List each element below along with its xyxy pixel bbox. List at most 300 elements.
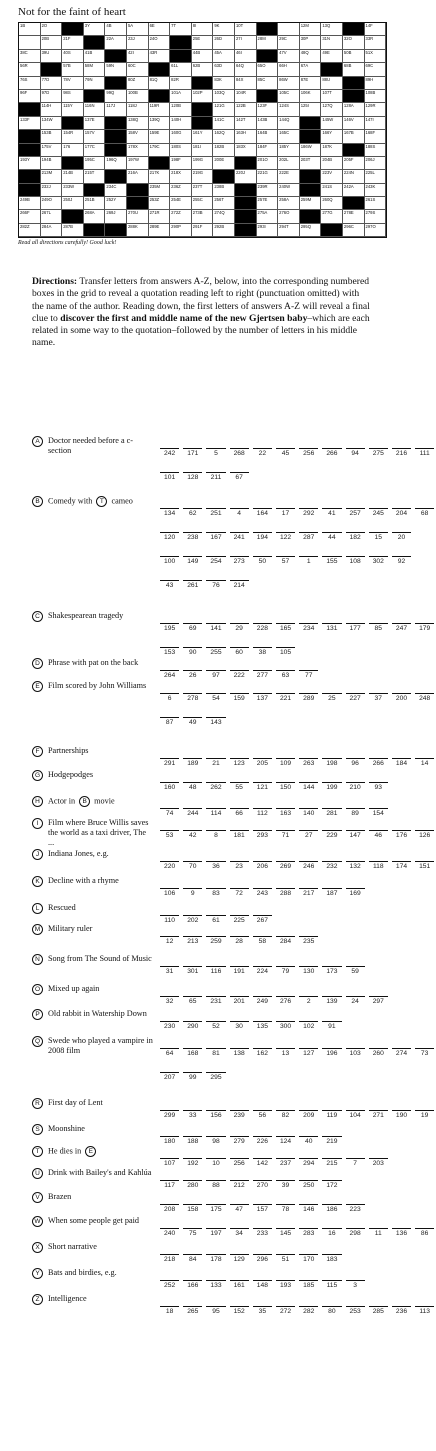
answer-blank[interactable]: 94 xyxy=(344,448,367,457)
grid-cell[interactable]: 26D xyxy=(213,36,235,49)
answer-blank[interactable]: 176 xyxy=(390,830,413,839)
answer-blank[interactable]: 211 xyxy=(204,472,227,481)
answer-blank[interactable]: 179 xyxy=(413,623,436,632)
answer-blank[interactable]: 240 xyxy=(158,1228,181,1237)
answer-blank[interactable]: 221 xyxy=(274,693,297,702)
answer-blank[interactable]: 97 xyxy=(204,670,227,679)
answer-blank[interactable]: 129 xyxy=(228,1254,251,1263)
grid-cell[interactable]: 62B xyxy=(192,63,214,76)
answer-blank[interactable]: 256 xyxy=(297,448,320,457)
answer-blank[interactable]: 106 xyxy=(158,888,181,897)
answer-blank[interactable]: 61 xyxy=(204,915,227,924)
grid-cell[interactable]: 242A xyxy=(343,184,365,197)
grid-cell[interactable]: 100B xyxy=(127,90,149,103)
answer-blank[interactable]: 123 xyxy=(228,758,251,767)
answer-blank[interactable]: 241 xyxy=(228,532,251,541)
grid-cell[interactable]: 50B xyxy=(343,50,365,63)
grid-cell[interactable]: 292B xyxy=(213,224,235,237)
answer-blank[interactable]: 42 xyxy=(181,830,204,839)
answer-blank[interactable]: 50 xyxy=(251,556,274,565)
answer-blank[interactable]: 239 xyxy=(228,1110,251,1119)
grid-cell[interactable]: 101A xyxy=(170,90,192,103)
answer-blank[interactable]: 73 xyxy=(413,1048,436,1057)
answer-blank[interactable]: 68 xyxy=(413,508,436,517)
grid-cell[interactable]: 165C xyxy=(278,130,300,143)
grid-cell[interactable]: 237T xyxy=(192,184,214,197)
answer-blank[interactable]: 84 xyxy=(181,1254,204,1263)
answer-blank[interactable]: 32 xyxy=(158,996,181,1005)
answer-blank[interactable]: 282 xyxy=(297,1306,320,1315)
answer-blank[interactable]: 185 xyxy=(297,1280,320,1289)
answer-blank[interactable]: 27 xyxy=(297,830,320,839)
grid-cell[interactable]: 45A xyxy=(213,50,235,63)
answer-blank[interactable]: 136 xyxy=(390,1228,413,1237)
answer-blank[interactable]: 22 xyxy=(251,448,274,457)
answer-blank[interactable]: 138 xyxy=(228,1048,251,1057)
answer-blank[interactable]: 230 xyxy=(158,1021,181,1030)
answer-blank[interactable]: 121 xyxy=(251,782,274,791)
answer-blank[interactable]: 193 xyxy=(274,1280,297,1289)
answer-blank[interactable]: 124 xyxy=(274,1136,297,1145)
answer-blank[interactable]: 245 xyxy=(367,508,390,517)
answer-blank[interactable]: 197 xyxy=(204,1228,227,1237)
answer-blank[interactable]: 158 xyxy=(181,1204,204,1213)
answer-blank[interactable]: 150 xyxy=(274,782,297,791)
answer-blank[interactable]: 246 xyxy=(297,861,320,870)
answer-blank[interactable]: 143 xyxy=(204,717,227,726)
answer-blank[interactable]: 177 xyxy=(344,623,367,632)
answer-blank[interactable]: 233 xyxy=(251,1228,274,1237)
answer-blank[interactable]: 131 xyxy=(320,623,343,632)
answer-blank[interactable]: 164 xyxy=(251,508,274,517)
grid-cell[interactable]: 65O xyxy=(257,63,279,76)
grid-cell[interactable]: 46I xyxy=(235,50,257,63)
grid-cell[interactable]: 153B xyxy=(41,130,63,143)
answer-blank[interactable]: 132 xyxy=(344,861,367,870)
grid-cell[interactable]: 180S xyxy=(170,144,192,157)
grid-cell[interactable]: 66H xyxy=(278,63,300,76)
grid-cell[interactable]: 41B xyxy=(84,50,106,63)
grid-cell[interactable]: 107T xyxy=(321,90,343,103)
answer-blank[interactable]: 28 xyxy=(228,936,251,945)
grid-cell[interactable]: 128A xyxy=(343,103,365,116)
answer-blank[interactable]: 98 xyxy=(204,1136,227,1145)
grid-cell[interactable]: 257E xyxy=(257,197,279,210)
answer-blank[interactable]: 41 xyxy=(320,508,343,517)
answer-blank[interactable]: 203 xyxy=(367,1158,390,1167)
answer-blank[interactable]: 175 xyxy=(204,1204,227,1213)
answer-blank[interactable]: 162 xyxy=(251,1048,274,1057)
grid-cell[interactable]: 27I xyxy=(235,36,257,49)
answer-blank[interactable]: 210 xyxy=(344,782,367,791)
grid-cell[interactable]: 163H xyxy=(235,130,257,143)
answer-blank[interactable]: 226 xyxy=(251,1136,274,1145)
grid-cell[interactable]: 250J xyxy=(62,197,84,210)
answer-blank[interactable]: 107 xyxy=(158,1158,181,1167)
answer-blank[interactable]: 34 xyxy=(228,1228,251,1237)
grid-cell[interactable]: 33R xyxy=(365,36,387,49)
grid-cell[interactable]: 234C xyxy=(105,184,127,197)
grid-cell[interactable]: 144Q xyxy=(278,117,300,130)
answer-blank[interactable]: 5 xyxy=(204,448,227,457)
answer-blank[interactable]: 38 xyxy=(251,647,274,656)
grid-cell[interactable]: 1B xyxy=(19,23,41,36)
grid-cell[interactable]: 259M xyxy=(300,197,322,210)
answer-blank[interactable]: 142 xyxy=(251,1158,274,1167)
answer-blank[interactable]: 161 xyxy=(228,1280,251,1289)
grid-cell[interactable]: 297O xyxy=(365,224,387,237)
answer-blank[interactable]: 141 xyxy=(204,623,227,632)
grid-cell[interactable]: 176 xyxy=(62,144,84,157)
answer-blank[interactable]: 67 xyxy=(228,472,251,481)
answer-blank[interactable]: 62 xyxy=(181,508,204,517)
answer-blank[interactable]: 52 xyxy=(204,1021,227,1030)
answer-blank[interactable]: 294 xyxy=(297,1158,320,1167)
answer-blank[interactable]: 130 xyxy=(297,966,320,975)
grid-cell[interactable]: 122B xyxy=(235,103,257,116)
answer-blank[interactable]: 252 xyxy=(158,1280,181,1289)
grid-cell[interactable]: 282Z xyxy=(19,224,41,237)
grid-cell[interactable]: 60C xyxy=(127,63,149,76)
answer-blank[interactable]: 149 xyxy=(181,556,204,565)
answer-blank[interactable]: 191 xyxy=(228,966,251,975)
answer-blank[interactable]: 223 xyxy=(344,1204,367,1213)
grid-cell[interactable]: 97D xyxy=(41,90,63,103)
grid-cell[interactable]: 255C xyxy=(192,197,214,210)
grid-cell[interactable]: 21F xyxy=(62,36,84,49)
grid-cell[interactable]: 69C xyxy=(365,63,387,76)
answer-blank[interactable]: 257 xyxy=(344,508,367,517)
answer-blank[interactable]: 96 xyxy=(344,758,367,767)
grid-cell[interactable]: 178X xyxy=(127,144,149,157)
grid-cell[interactable]: 187K xyxy=(321,144,343,157)
answer-blank[interactable]: 277 xyxy=(251,670,274,679)
answer-blank[interactable]: 192 xyxy=(181,1158,204,1167)
answer-blank[interactable]: 69 xyxy=(181,623,204,632)
grid-cell[interactable]: 56R xyxy=(19,63,41,76)
grid-cell[interactable]: 77D xyxy=(41,77,63,90)
grid-cell[interactable]: 143B xyxy=(257,117,279,130)
answer-blank[interactable]: 183 xyxy=(320,1254,343,1263)
answer-blank[interactable]: 103 xyxy=(344,1048,367,1057)
grid-cell[interactable]: 253Z xyxy=(149,197,171,210)
answer-blank[interactable]: 20 xyxy=(390,532,413,541)
grid-cell[interactable]: 158V xyxy=(127,130,149,143)
grid-cell[interactable]: 141C xyxy=(213,117,235,130)
grid-cell[interactable]: 168F xyxy=(365,130,387,143)
answer-blank[interactable]: 273 xyxy=(228,556,251,565)
grid-cell[interactable]: 266F xyxy=(19,210,41,223)
answer-blank[interactable]: 51 xyxy=(274,1254,297,1263)
answer-blank[interactable]: 288 xyxy=(274,888,297,897)
grid-cell[interactable]: 3Y xyxy=(84,23,106,36)
grid-cell[interactable]: 276O xyxy=(278,210,300,223)
answer-blank[interactable]: 248 xyxy=(413,693,436,702)
grid-cell[interactable]: 201O xyxy=(257,157,279,170)
answer-blank[interactable]: 274 xyxy=(390,1048,413,1057)
answer-blank[interactable]: 168 xyxy=(181,1048,204,1057)
answer-blank[interactable]: 145 xyxy=(274,1228,297,1237)
grid-cell[interactable]: 278E xyxy=(343,210,365,223)
grid-cell[interactable]: 203T xyxy=(300,157,322,170)
answer-blank[interactable]: 231 xyxy=(204,996,227,1005)
answer-blank[interactable]: 113 xyxy=(413,1306,436,1315)
answer-blank[interactable]: 82 xyxy=(274,1110,297,1119)
answer-blank[interactable]: 287 xyxy=(297,532,320,541)
answer-blank[interactable]: 260 xyxy=(367,1048,390,1057)
grid-cell[interactable]: 162Q xyxy=(213,130,235,143)
grid-cell[interactable]: 2O xyxy=(41,23,63,36)
grid-cell[interactable]: 127Q xyxy=(321,103,343,116)
answer-blank[interactable]: 198 xyxy=(320,758,343,767)
grid-cell[interactable]: 256T xyxy=(213,197,235,210)
answer-blank[interactable]: 15 xyxy=(367,532,390,541)
answer-blank[interactable]: 59 xyxy=(344,966,367,975)
answer-blank[interactable]: 296 xyxy=(251,1254,274,1263)
answer-blank[interactable]: 37 xyxy=(367,693,390,702)
grid-cell[interactable]: 118J xyxy=(127,103,149,116)
answer-blank[interactable]: 205 xyxy=(251,758,274,767)
answer-blank[interactable]: 220 xyxy=(158,861,181,870)
answer-blank[interactable]: 9 xyxy=(181,888,204,897)
answer-blank[interactable]: 256 xyxy=(228,1158,251,1167)
grid-cell[interactable]: 268A xyxy=(84,210,106,223)
answer-blank[interactable]: 23 xyxy=(228,861,251,870)
grid-cell[interactable]: 98S xyxy=(62,90,84,103)
answer-blank[interactable]: 269 xyxy=(274,861,297,870)
grid-cell[interactable]: 213M xyxy=(41,170,63,183)
grid-cell[interactable]: 185Y xyxy=(278,144,300,157)
answer-blank[interactable]: 104 xyxy=(344,1110,367,1119)
grid-cell[interactable]: 58M xyxy=(84,63,106,76)
answer-blank[interactable]: 272 xyxy=(274,1306,297,1315)
grid-cell[interactable]: 159E xyxy=(149,130,171,143)
answer-blank[interactable]: 261 xyxy=(181,580,204,589)
grid-cell[interactable]: 161Y xyxy=(192,130,214,143)
answer-blank[interactable]: 24 xyxy=(344,996,367,1005)
answer-blank[interactable]: 235 xyxy=(297,936,320,945)
answer-blank[interactable]: 57 xyxy=(274,556,297,565)
answer-blank[interactable]: 216 xyxy=(390,448,413,457)
grid-cell[interactable]: 138Q xyxy=(127,117,149,130)
answer-blank[interactable]: 159 xyxy=(228,693,251,702)
grid-cell[interactable]: 181I xyxy=(192,144,214,157)
grid-cell[interactable]: 295Q xyxy=(300,224,322,237)
answer-blank[interactable]: 227 xyxy=(344,693,367,702)
answer-blank[interactable]: 206 xyxy=(251,861,274,870)
answer-blank[interactable]: 35 xyxy=(251,1306,274,1315)
answer-blank[interactable]: 174 xyxy=(390,861,413,870)
grid-cell[interactable]: 67A xyxy=(300,63,322,76)
answer-blank[interactable]: 250 xyxy=(297,1180,320,1189)
answer-blank[interactable]: 16 xyxy=(320,1228,343,1237)
grid-cell[interactable]: 179C xyxy=(149,144,171,157)
grid-cell[interactable]: 269J xyxy=(105,210,127,223)
answer-blank[interactable]: 163 xyxy=(274,808,297,817)
answer-blank[interactable]: 292 xyxy=(297,508,320,517)
answer-blank[interactable]: 26 xyxy=(181,670,204,679)
grid-cell[interactable]: 194B xyxy=(41,157,63,170)
answer-blank[interactable]: 208 xyxy=(158,1204,181,1213)
grid-cell[interactable]: 31N xyxy=(321,36,343,49)
grid-cell[interactable]: 137E xyxy=(84,117,106,130)
grid-cell[interactable]: 218X xyxy=(170,170,192,183)
answer-blank[interactable]: 172 xyxy=(320,1180,343,1189)
answer-blank[interactable]: 71 xyxy=(274,830,297,839)
grid-cell[interactable]: 267L xyxy=(41,210,63,223)
grid-cell[interactable]: 105C xyxy=(278,90,300,103)
grid-cell[interactable]: 271R xyxy=(149,210,171,223)
answer-blank[interactable]: 281 xyxy=(320,808,343,817)
answer-blank[interactable]: 293 xyxy=(251,830,274,839)
grid-cell[interactable]: 44B xyxy=(192,50,214,63)
answer-blank[interactable]: 157 xyxy=(251,1204,274,1213)
answer-blank[interactable]: 81 xyxy=(204,1048,227,1057)
answer-blank[interactable]: 249 xyxy=(251,996,274,1005)
grid-cell[interactable]: 134W xyxy=(41,117,63,130)
answer-blank[interactable]: 112 xyxy=(251,808,274,817)
grid-cell[interactable]: 80Z xyxy=(127,77,149,90)
answer-blank[interactable]: 79 xyxy=(274,966,297,975)
answer-blank[interactable]: 119 xyxy=(320,1110,343,1119)
grid-cell[interactable]: 251B xyxy=(84,197,106,210)
grid-cell[interactable]: 233W xyxy=(62,184,84,197)
answer-blank[interactable]: 64 xyxy=(158,1048,181,1057)
grid-cell[interactable]: 204B xyxy=(321,157,343,170)
answer-blank[interactable]: 21 xyxy=(204,758,227,767)
grid-cell[interactable]: 39U xyxy=(41,50,63,63)
answer-blank[interactable]: 224 xyxy=(251,966,274,975)
answer-blank[interactable]: 290 xyxy=(181,1021,204,1030)
answer-blank[interactable]: 154 xyxy=(367,808,390,817)
answer-blank[interactable]: 166 xyxy=(181,1280,204,1289)
grid-cell[interactable]: 154R xyxy=(62,130,84,143)
grid-cell[interactable]: 270U xyxy=(127,210,149,223)
answer-blank[interactable]: 173 xyxy=(320,966,343,975)
answer-blank[interactable]: 91 xyxy=(320,1021,343,1030)
answer-blank[interactable]: 300 xyxy=(274,1021,297,1030)
answer-blank[interactable]: 30 xyxy=(228,1021,251,1030)
grid-cell[interactable]: 121G xyxy=(213,103,235,116)
answer-blank[interactable]: 53 xyxy=(158,830,181,839)
answer-blank[interactable]: 95 xyxy=(204,1306,227,1315)
answer-blank[interactable]: 237 xyxy=(274,1158,297,1167)
answer-blank[interactable]: 2 xyxy=(297,996,320,1005)
grid-cell[interactable]: 133F xyxy=(19,117,41,130)
answer-blank[interactable]: 43 xyxy=(158,580,181,589)
answer-blank[interactable]: 199 xyxy=(320,782,343,791)
answer-blank[interactable]: 184 xyxy=(390,758,413,767)
answer-blank[interactable]: 60 xyxy=(228,647,251,656)
grid-cell[interactable]: 24O xyxy=(149,36,171,49)
grid-cell[interactable]: 236Z xyxy=(170,184,192,197)
grid-cell[interactable]: 108B xyxy=(365,90,387,103)
grid-cell[interactable]: 47V xyxy=(278,50,300,63)
answer-blank[interactable]: 209 xyxy=(297,1110,320,1119)
answer-blank[interactable]: 54 xyxy=(204,693,227,702)
answer-blank[interactable]: 31 xyxy=(158,966,181,975)
grid-cell[interactable]: 193Y xyxy=(19,157,41,170)
answer-blank[interactable]: 156 xyxy=(204,1110,227,1119)
grid-cell[interactable]: 221G xyxy=(257,170,279,183)
answer-blank[interactable]: 244 xyxy=(181,808,204,817)
grid-cell[interactable]: 64Q xyxy=(235,63,257,76)
grid-cell[interactable]: 198F xyxy=(170,157,192,170)
grid-cell[interactable]: 284A xyxy=(41,224,63,237)
answer-blank[interactable]: 80 xyxy=(320,1306,343,1315)
answer-blank[interactable]: 66 xyxy=(228,808,251,817)
answer-blank[interactable]: 144 xyxy=(297,782,320,791)
answer-blank[interactable]: 135 xyxy=(251,1021,274,1030)
answer-blank[interactable]: 215 xyxy=(320,1158,343,1167)
answer-blank[interactable]: 40 xyxy=(297,1136,320,1145)
grid-cell[interactable]: 175V xyxy=(41,144,63,157)
answer-blank[interactable]: 18 xyxy=(158,1306,181,1315)
answer-blank[interactable]: 47 xyxy=(228,1204,251,1213)
answer-blank[interactable]: 243 xyxy=(251,888,274,897)
grid-cell[interactable]: 116N xyxy=(84,103,106,116)
grid-cell[interactable]: 87E xyxy=(300,77,322,90)
grid-cell[interactable]: 183X xyxy=(235,144,257,157)
answer-blank[interactable]: 3 xyxy=(344,1280,367,1289)
grid-cell[interactable]: 219G xyxy=(192,170,214,183)
grid-cell[interactable]: 123F xyxy=(257,103,279,116)
grid-cell[interactable]: 220J xyxy=(235,170,257,183)
grid-cell[interactable]: 290P xyxy=(170,224,192,237)
grid-cell[interactable]: 14F xyxy=(365,23,387,36)
answer-blank[interactable]: 301 xyxy=(181,966,204,975)
answer-blank[interactable]: 169 xyxy=(344,888,367,897)
grid-cell[interactable]: 235M xyxy=(149,184,171,197)
answer-blank[interactable]: 253 xyxy=(344,1306,367,1315)
answer-blank[interactable]: 170 xyxy=(297,1254,320,1263)
answer-blank[interactable]: 218 xyxy=(158,1254,181,1263)
grid-cell[interactable]: 117J xyxy=(105,103,127,116)
grid-cell[interactable]: 293I xyxy=(257,224,279,237)
answer-blank[interactable]: 8 xyxy=(204,830,227,839)
answer-blank[interactable]: 155 xyxy=(320,556,343,565)
grid-cell[interactable]: 102P xyxy=(192,90,214,103)
answer-blank[interactable]: 148 xyxy=(251,1280,274,1289)
answer-blank[interactable]: 204 xyxy=(390,508,413,517)
grid-cell[interactable]: 119R xyxy=(149,103,171,116)
grid-cell[interactable]: 274Q xyxy=(213,210,235,223)
grid-cell[interactable] xyxy=(278,23,300,36)
grid-cell[interactable]: 104R xyxy=(235,90,257,103)
grid-cell[interactable]: 238B xyxy=(213,184,235,197)
grid-cell[interactable]: 68B xyxy=(343,63,365,76)
grid-cell[interactable]: 59N xyxy=(105,63,127,76)
answer-blank[interactable]: 201 xyxy=(228,996,251,1005)
answer-blank[interactable]: 270 xyxy=(251,1180,274,1189)
grid-cell[interactable]: 184F xyxy=(257,144,279,157)
answer-blank[interactable]: 263 xyxy=(297,758,320,767)
answer-blank[interactable]: 259 xyxy=(204,936,227,945)
answer-blank[interactable]: 196 xyxy=(320,1048,343,1057)
grid-cell[interactable]: 232J xyxy=(41,184,63,197)
grid-cell[interactable]: 202L xyxy=(278,157,300,170)
answer-blank[interactable]: 19 xyxy=(413,1110,436,1119)
answer-blank[interactable]: 7 xyxy=(344,1158,367,1167)
answer-blank[interactable]: 134 xyxy=(158,508,181,517)
answer-blank[interactable]: 25 xyxy=(320,693,343,702)
grid-cell[interactable]: 186W xyxy=(300,144,322,157)
grid-cell[interactable]: 157V xyxy=(84,130,106,143)
answer-blank[interactable]: 181 xyxy=(228,830,251,839)
answer-blank[interactable]: 127 xyxy=(297,1048,320,1057)
answer-blank[interactable]: 213 xyxy=(181,936,204,945)
answer-blank[interactable]: 207 xyxy=(158,1072,181,1081)
